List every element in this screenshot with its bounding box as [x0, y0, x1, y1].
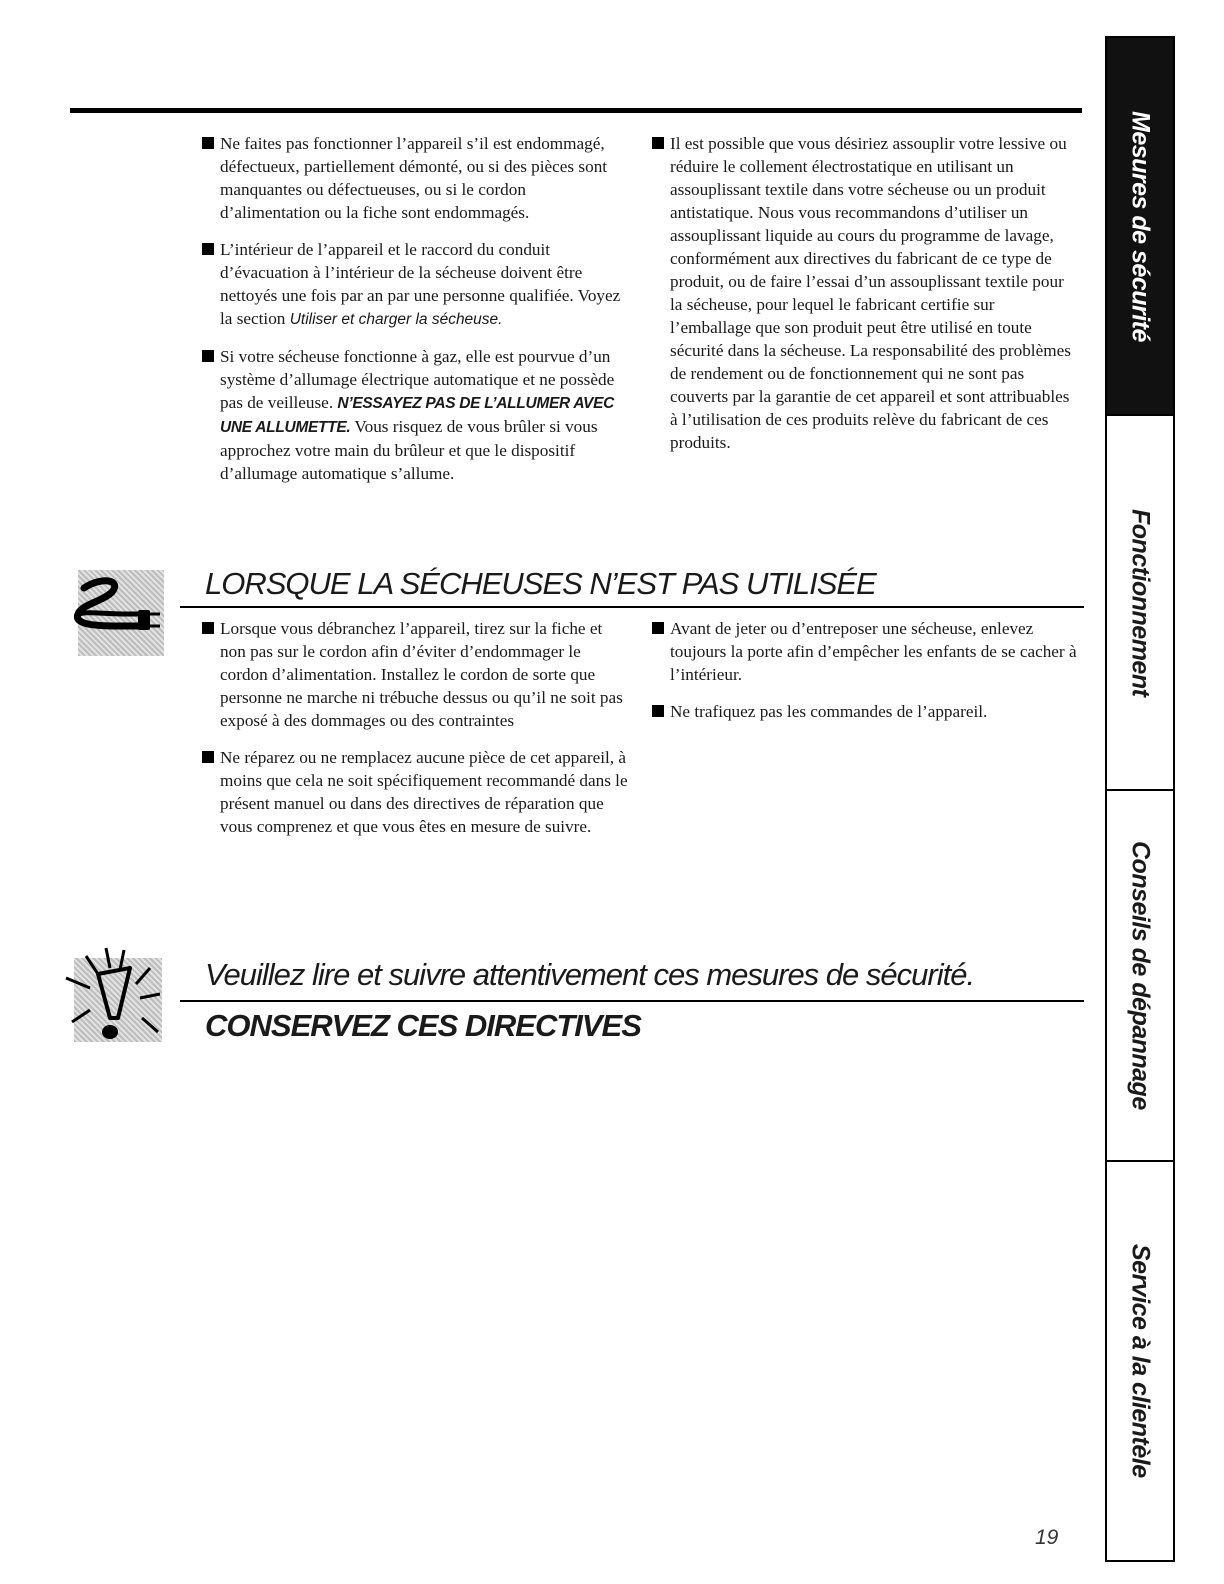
tab-conseils-de-depannage[interactable]: Conseils de dépannage: [1107, 791, 1173, 1162]
section-title: LORSQUE LA SÉCHEUSES N’EST PAS UTILISÉE: [205, 566, 876, 601]
top-rule: [70, 108, 1082, 113]
list-item: Lorsque vous débranchez l’appareil, tirez sur la fiche et non pas sur le cordon afin d’éviter d’endommager le cordon d’alimentation. Installez le cordon de sorte que personne ne marche ni trébuche dessus ou qu’il ne soit pas exposé à des dommages ou des contraintes: [202, 617, 630, 732]
section-reference: Utiliser et charger la sécheuse.: [289, 311, 503, 328]
list-item: Avant de jeter ou d’entreposer une sécheuse, enlevez toujours la porte afin d’empêcher les enfants de se cacher à l’intérieur.: [652, 617, 1077, 686]
tab-mesures-de-securite[interactable]: Mesures de sécurité: [1107, 38, 1173, 416]
section-rule: [180, 606, 1084, 608]
read-instructions: Veuillez lire et suivre attentivement ces mesures de sécurité.: [205, 957, 975, 992]
list-item: Il est possible que vous désiriez assouplir votre lessive ou réduire le collement électrostatique en utilisant un assouplissant textile dans votre sécheuse ou un produit antistatique. Nous vous recommandons d’utiliser un assouplissant liquide au cours du programme de lavage, conformément aux directives du fabricant de ce type de produit, ou de faire l’essai d’un assouplissant textile pour la sécheuse, pour lequel le fabricant certifie sur l’emballage que son produit peut être utilisé en toute sécurité dans la sécheuse. La responsabilité des problèmes de rendement ou de fonctionnement qui ne sont pas couverts par la garantie de cet appareil et sont attribuables à l’utilisation de ces produits relève du fabricant de ces produits.: [652, 132, 1077, 454]
list-item: L’intérieur de l’appareil et le raccord du conduit d’évacuation à l’intérieur de la sécheuse doivent être nettoyés une fois par an par une personne qualifiée. Voyez la section Utiliser et charger la sécheuse.: [202, 238, 630, 331]
section-left-column: [202, 617, 630, 852]
top-left-column: [202, 132, 630, 499]
list-item: Ne trafiquez pas les commandes de l’appareil.: [652, 700, 1077, 723]
top-right-column: [652, 132, 1077, 468]
read-rule: [180, 1000, 1084, 1002]
power-cord-icon: [78, 570, 164, 656]
warning-text: N’ESSAYEZ PAS DE L’ALLUMER AVEC UNE ALLUMETTE.: [220, 395, 615, 436]
list-item: Si votre sécheuse fonctionne à gaz, elle est pourvue d’un système d’allumage électrique automatique et ne possède pas de veilleuse. N’ESSAYEZ PAS DE L’ALLUMER AVEC UNE ALLUMETTE. Vous risquez de vous brûler si vous approchez votre main du brûleur et que le dispositif d’allumage automatique s’allume.: [202, 345, 630, 485]
tab-service-a-la-clientele[interactable]: Service à la clientèle: [1126, 1244, 1155, 1478]
list-item: Ne réparez ou ne remplacez aucune pièce de cet appareil, à moins que cela ne soit spécifiquement recommandé dans le présent manuel ou dans des directives de réparation que vous comprenez et que vous êtes en mesure de suivre.: [202, 746, 630, 838]
page-number: 19: [1035, 1526, 1059, 1549]
section-tabs: [1105, 36, 1175, 1562]
warning-exclamation-icon: [74, 958, 162, 1042]
section-right-column: [652, 617, 1077, 737]
tab-fonctionnement[interactable]: Fonctionnement: [1107, 416, 1173, 791]
list-item: Ne faites pas fonctionner l’appareil s’il est endommagé, défectueux, partiellement démonté, ou si des pièces sont manquantes ou défectueuses, ou si le cordon d’alimentation ou la fiche sont endommagés.: [202, 132, 630, 224]
keep-instructions: CONSERVEZ CES DIRECTIVES: [205, 1008, 641, 1043]
